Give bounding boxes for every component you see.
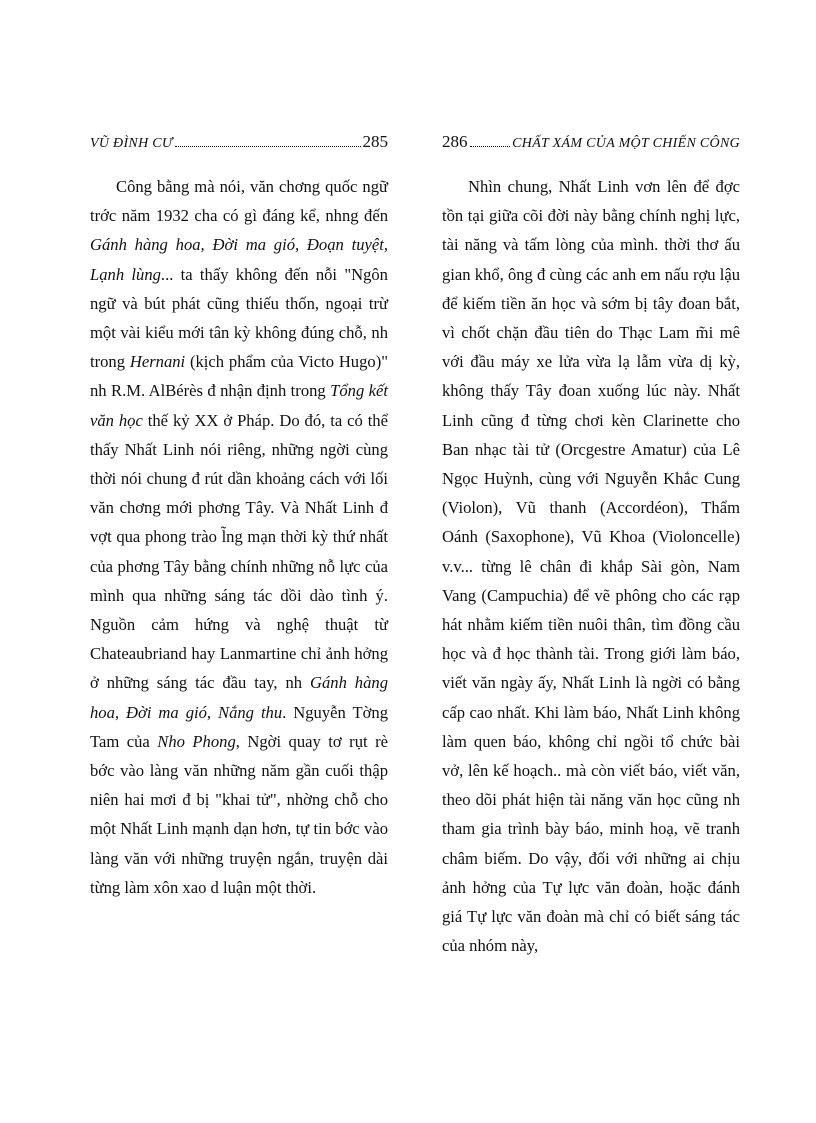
text-run: Công bằng mà nói, văn chơng quốc ngữ trớc năm 1932 cha có gì đáng kể, nhng đến	[90, 177, 388, 226]
left-header-dot-leader	[175, 146, 361, 147]
text-run: . Nguyễn Tờng Tam của	[90, 702, 388, 751]
text-run-italic: Gánh hàng hoa, Đời ma gió, Đoạn tuyệt, Lạnh lùng	[90, 235, 388, 284]
text-run: thế kỷ XX ở Pháp. Do đó, ta có thể thấy Nhất Linh nói riêng, những ngời cùng thời nói chung đ rút dần khoảng cách với lối văn chơng mới phơng Tây. Và Nhất Linh đ vợt qua phong trào l̃ng mạn thời kỳ thứ nhất của phơng Tây bằng chính những nỗ lực của mình qua những sáng tác dồi dào tình ý. Nguồn cảm hứng và nghệ thuật từ Chateaubriand hay Lanmartine chỉ ảnh hởng ở những sáng tác đầu tay, nh	[90, 410, 388, 693]
right-header-title: CHẤT XÁM CỦA MỘT CHIẾN CÔNG	[512, 136, 740, 151]
right-header-dot-leader	[470, 146, 511, 147]
text-run-italic: Tổng kết văn học	[90, 381, 388, 430]
right-page-number: 286	[442, 132, 468, 151]
text-run: , Ngời quay tơ rụt rè bớc vào làng văn những năm gần cuối thập niên hai mơi đ bị "khai tử", nhờng chỗ cho một Nhất Linh mạnh dạn hơn, tự tin bớc vào làng văn với những truyện ngắn, truyện dài từng làm xôn xao d luận một thời.	[90, 731, 388, 897]
right-page-paragraph	[442, 172, 740, 960]
left-page	[90, 132, 388, 902]
left-page-header	[90, 132, 388, 154]
right-page	[442, 132, 740, 960]
text-run: Nhìn chung, Nhất Linh vơn lên để đợc tồn tại giữa cõi đời này bằng chính nghị lực, tài năng và tấm lòng của mình. thời thơ ấu gian khổ, ông đ cùng các anh em nấu rợu lậu để kiếm tiền ăn học và sớm bị tây đoan bắt, vì chốt chặn đầu tiên do Thạc Lam m̃i mê với đầu máy xe lửa vừa lạ lẫm vừa dị kỳ, không thấy Tây đoan xuống lúc này. Nhất Linh cũng đ từng chơi kèn Clarinette cho Ban nhạc tài tử (Orcgestre Amatur) của Lê Ngọc Huỳnh, cùng với Nguyễn Khắc Cung (Violon), Vũ thanh (Accordéon), Thẩm Oánh (Saxophone), Vũ Khoa (Violoncelle) v.v... từng lê chân đi khắp Sài gòn, Nam Vang (Campuchia) để vẽ phông cho các rạp hát nhằm kiếm tiền nuôi thân, tìm đồng cầu học và đ học thành tài. Trong giới làm báo, viết văn ngày ấy, Nhất Linh là ngời có bằng cấp cao nhất. Khi làm báo, Nhất Linh không làm quen báo, không chỉ ngồi tổ chức bài vở, lên kế hoạch.. mà còn viết báo, viết văn, theo dõi phát hiện tài năng văn học cũng nh tham gia trình bày báo, minh hoạ, vẽ tranh châm biếm. Do vậy, đối với những ai chịu ảnh hởng của Tự lực văn đoàn, hoặc đánh giá Tự lực văn đoàn mà chỉ có biết sáng tác của nhóm này,	[442, 177, 740, 956]
left-page-number: 285	[362, 132, 388, 151]
left-header-title: VŨ ĐÌNH CƯ	[90, 136, 173, 151]
text-run-italic: Gánh hàng hoa, Đời ma gió, Nắng thu	[90, 673, 388, 722]
text-run-italic: Hernani	[129, 352, 186, 372]
right-page-header	[442, 132, 740, 154]
text-run-italic: Nho Phong	[157, 731, 236, 751]
left-page-paragraph	[90, 172, 388, 902]
text-run: ... ta thấy không đến nỗi "Ngôn ngữ và bút phát cũng thiếu thốn, ngoại trừ một vài kiểu mới tân kỳ không đúng chỗ, nh trong	[90, 264, 388, 372]
text-run: (kịch phẩm của Victo Hugo)" nh R.M. AlBérès đ nhận định trong	[90, 352, 388, 401]
